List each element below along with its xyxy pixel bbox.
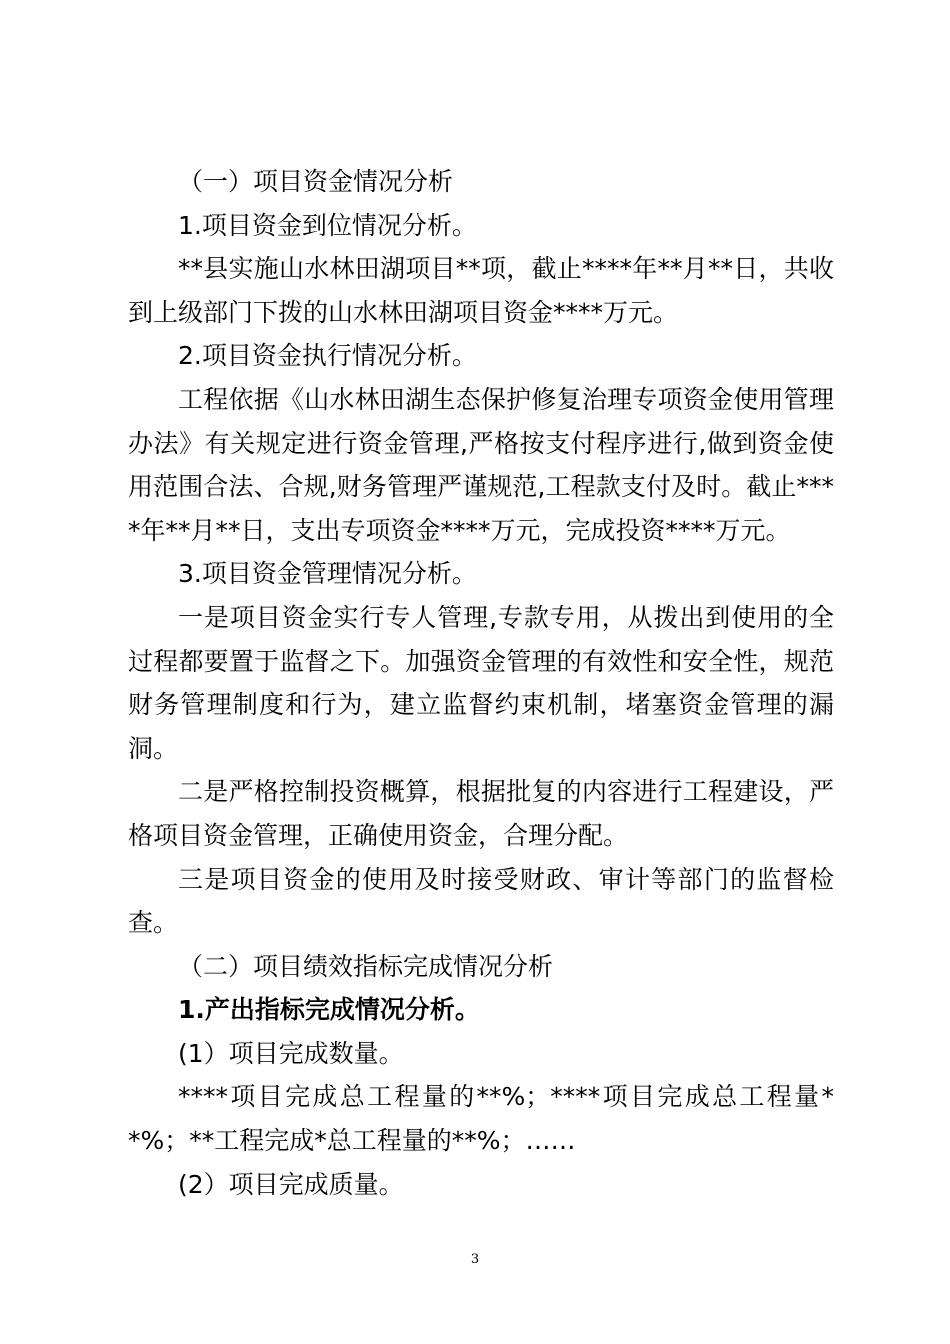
document-body: [128, 160, 834, 1206]
paragraph-management-third: 三是项目资金的使用及时接受财政、审计等部门的监督检查。: [128, 864, 834, 938]
paragraph-completion-quantity: ****项目完成总工程量的**%；****项目完成总工程量**%；**工程完成*总工程量的**%；……: [128, 1082, 834, 1156]
paragraph-management-first: 一是项目资金实行专人管理,专款专用，从拨出到使用的全过程都要置于监督之下。加强资金管理的有效性和安全性，规范财务管理制度和行为，建立监督约束机制，堵塞资金管理的漏洞。: [128, 602, 834, 763]
heading-performance-analysis: （二）项目绩效指标完成情况分析: [178, 951, 554, 981]
subheading-fund-management: 3.项目资金管理情况分析。: [178, 559, 477, 589]
subheading-completion-quality: (2）项目完成质量。: [178, 1169, 404, 1199]
page-number: 3: [470, 1252, 480, 1267]
subheading-output-indicators: 1.产出指标完成情况分析。: [178, 995, 480, 1025]
paragraph-fund-arrival: **县实施山水林田湖项目**项，截止****年**月**日，共收到上级部门下拨的山水林田湖项目资金****万元。: [128, 254, 834, 327]
paragraph-management-second: 二是严格控制投资概算，根据批复的内容进行工程建设，严格项目资金管理，正确使用资金，合理分配。: [128, 777, 834, 850]
subheading-completion-quantity: (1）项目完成数量。: [178, 1038, 404, 1068]
heading-fund-analysis: （一）项目资金情况分析: [178, 167, 454, 196]
subheading-fund-arrival: 1.项目资金到位情况分析。: [178, 210, 477, 240]
subheading-fund-execution: 2.项目资金执行情况分析。: [178, 341, 477, 371]
paragraph-fund-execution: 工程依据《山水林田湖生态保护修复治理专项资金使用管理办法》有关规定进行资金管理,严格按支付程序进行,做到资金使用范围合法、合规,财务管理严谨规范,工程款支付及时。截止****年**月**日，支出专项资金****万元，完成投资****万元。: [128, 384, 834, 545]
